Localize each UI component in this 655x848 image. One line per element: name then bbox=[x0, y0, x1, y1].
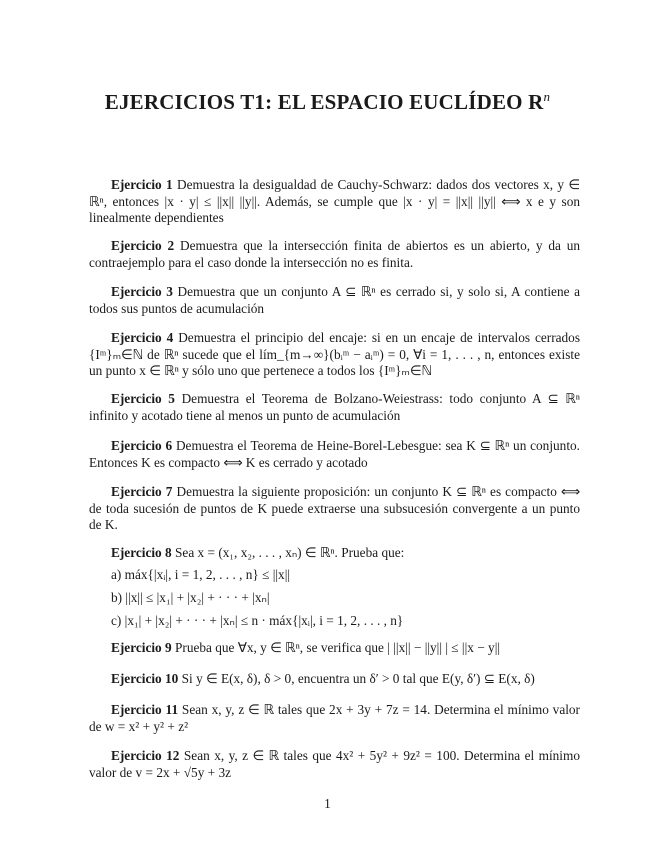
page-title: EJERCICIOS T1: EL ESPACIO EUCLÍDEO $R^n$ bbox=[104, 89, 551, 114]
exercise-11: Ejercicio 11 Sean x, y, z ∈ ℝ tales que 2x + 3y + 7z = 14. Determina el mínimo valor de w = x² + y² + z² bbox=[89, 702, 580, 734]
exercise-8-item-b: b) ||x|| ≤ |x₁| + |x₂| + · · · + |xₙ| bbox=[111, 590, 270, 605]
exercise-10: Ejercicio 10 Si y ∈ E(x, δ), δ > 0, encuentra un δ′ > 0 tal que E(y, δ′) ⊆ E(x, δ) bbox=[111, 671, 535, 686]
exercise-4: Ejercicio 4 Demuestra el principio del encaje: si en un encaje de intervalos cerrados {Iᵐ}ₘ∈ℕ de ℝⁿ sucede que el lím_{m→∞}(bᵢᵐ − aᵢᵐ) = 0, ∀i = 1, . . . , n, entonces existe un punto x ∈ ℝⁿ y sólo uno que pertenece a todos los {Iᵐ}ₘ∈ℕ bbox=[89, 330, 580, 379]
exercise-6: Ejercicio 6 Demuestra el Teorema de Heine-Borel-Lebesgue: sea K ⊆ ℝⁿ un conjunto. Entonces K es compacto ⟺ K es cerrado y acotado bbox=[89, 438, 580, 470]
exercise-1: Ejercicio 1 Demuestra la desigualdad de Cauchy-Schwarz: dados dos vectores x, y ∈ ℝⁿ, entonces |x · y| ≤ ||x|| ||y||. Además, se cumple que |x · y| = ||x|| ||y|| ⟺ x e y son linealmente dependientes bbox=[89, 177, 580, 226]
exercise-5: Ejercicio 5 Demuestra el Teorema de Bolzano-Weiestrass: todo conjunto A ⊆ ℝⁿ infinito y acotado tiene al menos un punto de acumulación bbox=[89, 391, 580, 423]
exercise-8-item-a: a) máx{|xᵢ|, i = 1, 2, . . . , n} ≤ ||x|| bbox=[111, 567, 291, 582]
exercise-8-item-c: c) |x₁| + |x₂| + · · · + |xₙ| ≤ n · máx{|xᵢ|, i = 1, 2, . . . , n} bbox=[111, 613, 404, 628]
exercise-7: Ejercicio 7 Demuestra la siguiente proposición: un conjunto K ⊆ ℝⁿ es compacto ⟺ de toda sucesión de puntos de K puede extraerse una subsucesión convergente a un punto de K. bbox=[89, 484, 580, 533]
page-number: 1 bbox=[324, 796, 331, 811]
exercise-9: Ejercicio 9 Prueba que ∀x, y ∈ ℝⁿ, se verifica que | ||x|| − ||y|| | ≤ ||x − y|| bbox=[111, 640, 501, 655]
exercise-3: Ejercicio 3 Demuestra que un conjunto A ⊆ ℝⁿ es cerrado si, y solo si, A contiene a todos sus puntos de acumulación bbox=[89, 284, 580, 316]
exercise-2: Ejercicio 2 Demuestra que la intersección finita de abiertos es un abierto, y da un contraejemplo para el caso donde la intersección no es finita. bbox=[89, 238, 580, 270]
exercise-12: Ejercicio 12 Sean x, y, z ∈ ℝ tales que 4x² + 5y² + 9z² = 100. Determina el mínimo valor de v = 2x + √5y + 3z bbox=[89, 748, 580, 780]
exercise-8: Ejercicio 8 Sea x = (x₁, x₂, . . . , xₙ) ∈ ℝⁿ. Prueba que: bbox=[111, 545, 405, 560]
